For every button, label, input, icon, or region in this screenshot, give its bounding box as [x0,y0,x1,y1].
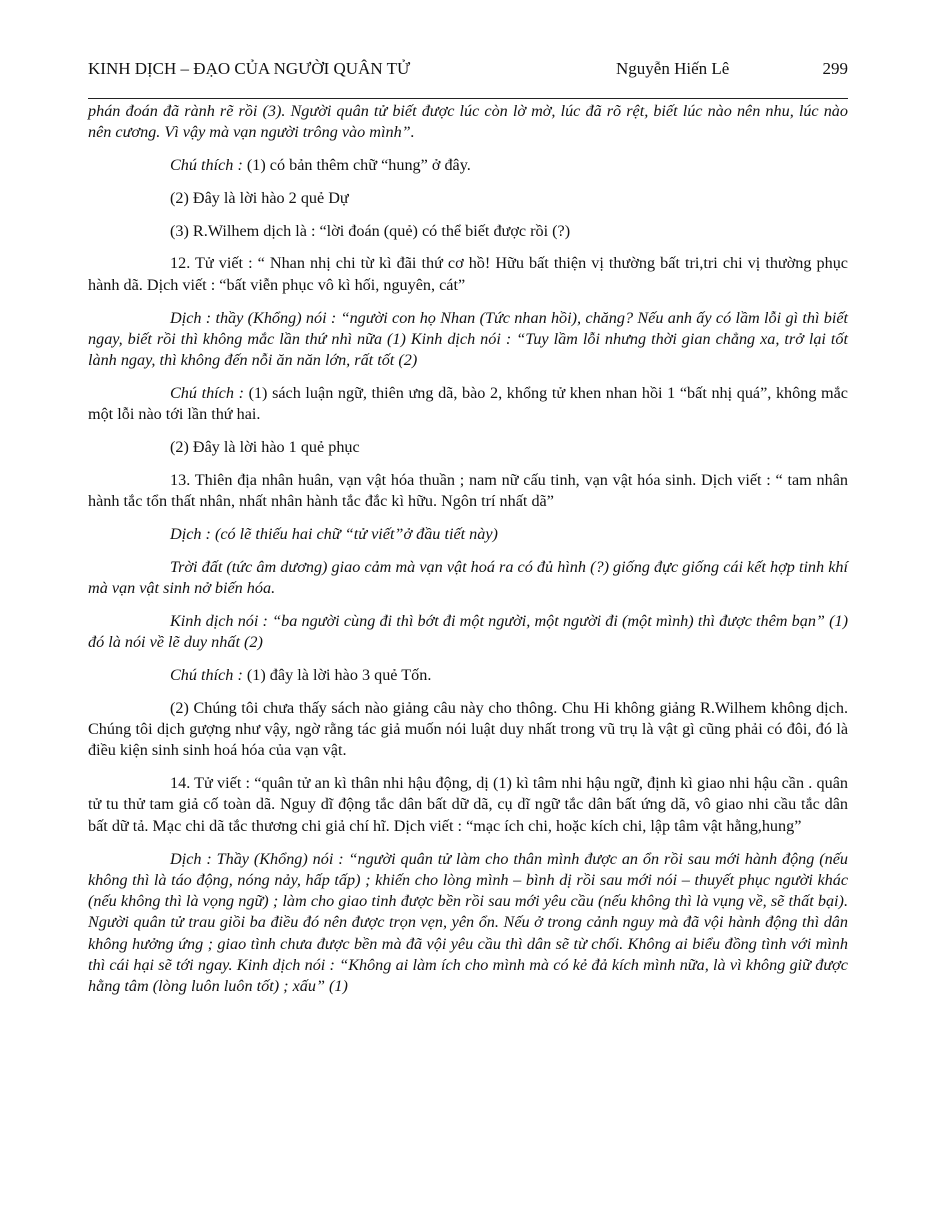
document-page [88,56,848,1009]
footnote-label: Chú thích : [170,383,249,402]
footnote-label: Chú thích : [170,156,243,175]
running-header [88,56,848,82]
paragraph-3 [88,188,848,209]
section-13-translation-note [88,524,848,545]
page-number: 299 [822,59,848,78]
paragraph-4 [88,221,848,242]
author-name: Nguyễn Hiến Lê [616,59,730,78]
paragraph-text: 14. Tử viết : “quân tử an kì thân nhi hậu động, dị (1) kì tâm nhi hậu ngữ, định kì giao nhi hậu cần . quân tử tu thử tam giả cố toàn dã. Nguy dĩ động tắc dân bất dữ dã, cụ dĩ ngữ tắc dân bất ứng dã, vô giao nhi cầu tắc dân bất dữ tả. Mạc chi dã tắc thương chi giả chí hĩ. Dịch viết : “mạc ích chi, hoặc kích chi, lập tâm vật hằng,hung” [88,774,848,835]
paragraph-text: phán đoán đã rành rẽ rồi (3). Người quân tử biết được lúc còn lờ mờ, lúc đã rõ rệt, biết lúc nào nên nhu, lúc nào nên cương. Vì vậy mà vạn người trông vào mình”. [88,102,848,142]
paragraph-text: (3) R.Wilhem dịch là : “lời đoán (quẻ) có thể biết được rồi (?) [170,221,571,240]
paragraph-text: Trời đất (tức âm dương) giao cảm mà vạn vật hoá ra có đủ hình (?) giống đực giống cái kết hợp tinh khí mà vạn vật sinh nở biến hóa. [88,557,848,598]
header-divider [88,98,848,99]
paragraph-text: (2) Đây là lời hào 1 quẻ phục [170,438,360,457]
book-title: KINH DỊCH – ĐẠO CỦA NGƯỜI QUÂN TỬ [88,59,411,78]
paragraph-text: 13. Thiên địa nhân huân, vạn vật hóa thuần ; nam nữ cấu tinh, vạn vật hóa sinh. Dịch viết : “ tam nhân hành tắc tổn thất nhân, nhất nhân hành tắc đắc kì hữu. Ngôn trí nhất dã” [88,470,848,511]
footnote-paragraph [88,665,848,686]
paragraph-text: Dịch : Thầy (Khổng) nói : “người quân tử làm cho thân mình được an ổn rồi sau mới hành động (nếu không thì là táo động, nóng nảy, hấp tấp) ; khiến cho lòng mình – bình dị rồi sau mới nói – thuyết phục người khác (nếu không thì là vọng ngữ) ; làm cho giao tinh được bền rồi sau mới yêu cầu (nếu không thì là vụng về, sẽ thất bại). Người quân tử trau giồi ba điều đó nên được trọn vẹn, yên ổn. Nếu ở trong cảnh nguy mà đã vội hành động thì dân không hưởng ứng ; giao tình chưa được bền mà đã vội yêu cầu thì dân sẽ từ chối. Không ai biểu đồng tình với mình thì cái hại sẽ tới ngay. Kinh dịch nói : “Không ai làm ích cho mình mà có kẻ đả kích mình nữa, là vì không giữ được hằng tâm (lòng luôn luôn tốt) ; xấu” (1) [88,849,848,996]
paragraph-text: Kinh dịch nói : “ba người cùng đi thì bớt đi một người, một người đi (một mình) thì được thêm bạn” (1) đó là nói về lẽ duy nhất (2) [88,611,848,652]
page-body [88,101,848,998]
section-12-translation [88,308,848,372]
paragraph-text: Dịch : thầy (Khổng) nói : “người con họ Nhan (Tức nhan hồi), chăng? Nếu anh ấy có lầm lỗi gì thì biết ngay, biết rồi thì không mắc lần thứ nhì nữa (1) Kinh dịch nói : “Tuy lầm lỗi nhưng thời gian chẳng xa, trở lại tốt lành ngay, thì không đến nỗi ăn năn lớn, rất tốt (2) [88,308,848,370]
paragraph-text: (1) đây là lời hào 3 quẻ Tốn. [242,665,432,684]
paragraph-text: (2) Chúng tôi chưa thấy sách nào giảng câu này cho thông. Chu Hi không giảng R.Wilhem không dịch. Chúng tôi dịch gượng như vậy, ngờ rằng tác giả muốn nói luật duy nhất trong vũ trụ là vật gì cũng phải có đôi, đó là điều kiện sinh sinh hoá hóa của vạn vật. [88,698,848,760]
section-14-translation [88,849,848,998]
paragraph-text: 12. Tử viết : “ Nhan nhị chi từ kì đãi thứ cơ hồ! Hữu bất thiện vị thường bất tri,tri chi vị thường phục hành dã. Dịch viết : “bất viễn phục vô kì hối, nguyên, cát” [88,254,848,294]
section-13-original [88,470,848,513]
footnote-paragraph [88,155,848,176]
section-13-translation [88,557,848,600]
section-13-kinh-dich [88,611,848,654]
section-12-original [88,253,848,296]
section-14-original [88,773,848,837]
paragraph-14 [88,698,848,762]
footnote-label: Chú thích : [170,665,243,684]
paragraph-8 [88,437,848,458]
paragraph-text: (1) có bản thêm chữ “hung” ở đây. [242,156,471,175]
paragraph-1 [88,101,848,144]
paragraph-text: Dịch : (có lẽ thiếu hai chữ “tử viết”ở đầu tiết này) [170,524,498,543]
footnote-paragraph [88,383,848,426]
paragraph-text: (2) Đây là lời hào 2 quẻ Dự [170,188,349,207]
paragraph-text: (1) sách luận ngữ, thiên ưng dã, bào 2, khổng tử khen nhan hồi 1 “bất nhị quá”, không mắc một lỗi nào tới lần thứ hai. [88,383,848,424]
